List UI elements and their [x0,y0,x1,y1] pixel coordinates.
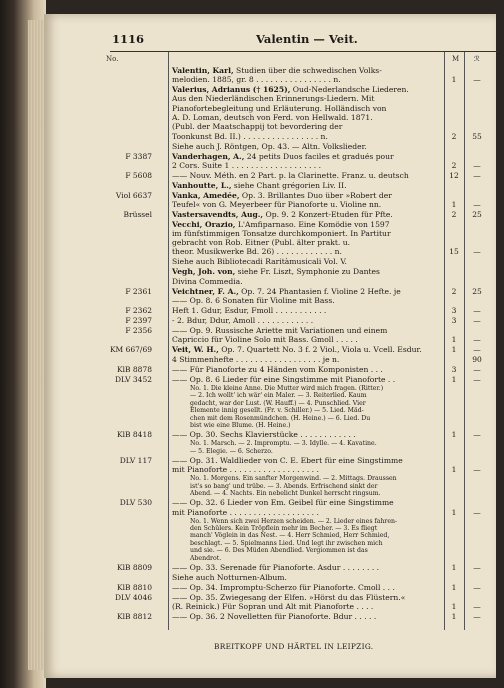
price-pfennig: — [473,465,481,475]
price-mark: 1 [451,582,457,592]
entry-line: Heft 1. Gdur, Esdur, Fmoll . . . . . . . . . . . [172,306,327,316]
price-pfennig: — [473,611,481,621]
shelf-signature: Brüssel [123,209,152,219]
price-mark: 12 [449,170,459,180]
shelf-signature: DLV 117 [119,456,152,465]
entry-text [172,142,434,151]
price-pfennig: — [473,375,481,384]
price-pfennig: — [473,199,481,209]
price-mark: 1 [451,507,457,517]
column-divider-left [168,52,169,630]
entry-line: —— Op. 8. 6 Sonaten für Violine mit Bass. [172,296,335,306]
entry-line: gedacht, war der Lust. (W. Hauff.) — 4. Punschlied. Vier [190,399,366,407]
shelf-signature: DLV 530 [119,498,152,508]
entry-line: Valentin, Karl, Studien über die schwedischen Volks- [172,66,382,75]
price-mark: 1 [451,75,457,85]
page-number: 1116 [112,32,145,46]
entry-line: Abend. — 4. Nachts. Ein nebelicht Dunkel herrscht ringsum. [190,490,381,497]
entry-line: Veit, W. H., Op. 7. Quartett No. 3 f. 2 Viol., Viola u. Vcell. Esdur. [172,345,422,355]
price-mark: 1 [451,611,457,621]
shelf-signature: KlB 8418 [117,430,152,440]
entry-line: A. D. Loman, deutsch von Ferd. von Hellwald. 1871. [172,113,373,123]
entry-line: No. 1. Wenn sich zwei Herzen scheiden. — 2. Lieder eines fahren- [190,517,398,525]
price-mark: 1 [451,375,457,384]
shelf-signature: F 2397 [125,316,152,326]
entry-text [172,287,434,296]
price-pfennig: — [473,345,481,355]
entry-text [172,181,434,190]
entry-line: —— Op. 8. 6 Lieder für eine Singstimme mit Pianoforte . . [172,375,396,384]
price-mark: 1 [451,465,457,475]
entry-line: Abendrot. [190,554,222,562]
entry-line: Elemente innig gesellt. (Fr. v. Schiller.) — 5. Lied. Mäd- [190,407,364,415]
entry-line: den Schülers. Kein Tröpflein mehr im Becher. — 3. Es fliegt [190,525,378,532]
column-divider-pfennig [464,52,465,630]
column-divider-mark [444,52,445,630]
price-pfennig: — [473,335,481,345]
price-mark: 3 [451,365,457,375]
catalog-page [44,14,496,678]
entry-text [172,573,434,582]
entry-line: manch' Vöglein in das Nest. — 4. Herr Schmied, Herr Schmied, [190,532,390,540]
shelf-signature: KlB 8878 [117,365,152,375]
column-head-mark: M [452,55,460,63]
entry-line: (Publ. der Maatschappij tot bevordering der [172,122,343,132]
price-mark: 15 [449,247,459,257]
price-mark: 3 [451,316,457,326]
entry-line: ist's so bang' und trübe. — 3. Abends. Erfrischend sinkt der [190,482,378,490]
price-pfennig: — [473,563,481,572]
entry-text [172,326,434,345]
entry-line: gebracht von Rob. Eitner (Publ. älter prakt. u. [172,238,351,248]
price-pfennig: 25 [472,209,482,219]
entry-line: Siehe auch Notturnen-Album. [172,572,287,582]
price-mark: 2 [451,209,457,219]
price-pfennig: — [473,170,481,180]
entry-text [172,355,434,364]
price-pfennig: — [473,306,481,316]
entry-text [172,563,434,572]
entry-line: theor. Musikwerke Bd. 26) . . . . . . . . . . . . n. [172,247,342,257]
shelf-signature: KlB 8809 [117,563,152,572]
price-mark: 1 [451,601,457,611]
entry-line: Pianofortebegleitung und Erläuterung. Holländisch von [172,103,387,113]
price-mark: 1 [451,430,457,440]
entry-line: im fünfstimmigen Tonsatze durchkomponiert. In Partitur [172,228,391,238]
entry-line: Veichtner, F. A., Op. 7. 24 Phantasien f. Violine 2 Hefte. je [172,286,401,296]
shelf-signature: DLV 3452 [115,375,152,384]
entry-line: mit Pianoforte . . . . . . . . . . . . . . . . . . . [172,465,319,475]
entry-line: No. 1. Marsch. — 2. Impromptu. — 3. Idylle. — 4. Kavatine. [190,440,377,448]
entry-line: Vecchi, Orazio, L'Amfiparnaso. Eine Komödie von 1597 [172,219,390,229]
entry-text [172,85,434,141]
price-mark: 1 [451,563,457,572]
entry-contents-note [190,518,436,562]
shelf-signature: KlB 8810 [117,582,152,592]
entry-text [172,316,434,325]
entry-line: Siehe auch Bibliotecadi Raritàmusicali Vol. V. [172,257,347,267]
entry-line: —— Op. 34. Impromptu-Scherzo für Pianoforte. Cmoll . . . [172,582,395,592]
entry-line: Aus den Niederländischen Erinnerungs-Liedern. Mit [172,94,375,104]
entry-line: Vanderhagen, A., 24 petits Duos faciles et gradués pour [172,151,394,161]
entry-line: chen mit dem Rosenmündchen. (H. Heine.) — 6. Lied. Du [190,414,371,422]
shelf-signature: F 2356 [125,326,152,336]
entry-line: —— Op. 35. Zwiegesang der Elfen. »Hörst du das Flüstern.« [172,592,406,602]
entry-contents-note [190,475,436,497]
entry-line: Teufel« von G. Meyerbeer für Pianoforte u. Violine nn. [172,199,382,209]
entry-text [172,375,434,384]
price-pfennig: 90 [472,355,482,365]
entry-line: melodien. 1885, gr. 8 . . . . . . . . . . . . . . . . n. [172,75,341,85]
entry-line: (R. Reinick.) Für Sopran und Alt mit Pianoforte . . . . [172,601,374,611]
entry-text [172,257,434,266]
entry-line: Vastersavendts, Aug., Op. 9. 2 Konzert-Etuden für Pfte. [172,209,393,219]
entry-text [172,430,434,439]
entry-text [172,498,434,517]
column-head-number: No. [106,55,119,63]
price-mark: 1 [451,345,457,355]
entry-line: Toonkunst Bd. II.) . . . . . . . . . . . . . . . . n. [172,131,328,141]
entry-text [172,593,434,612]
entry-text [172,220,434,257]
price-pfennig: — [473,247,481,257]
entry-text [172,191,434,210]
entry-line: Vanhoutte, L., siehe Chant grégorien Liv. II. [172,180,347,190]
entry-text [172,612,434,621]
price-pfennig: — [473,507,481,517]
entry-text [172,306,434,315]
entry-line: Divina Commedia. [172,276,243,286]
price-pfennig: — [473,316,481,326]
entry-line: Siehe auch J. Röntgen, Op. 43. — Altn. Volkslieder. [172,141,367,151]
price-mark: 1 [451,199,457,209]
shelf-signature: Viol 6637 [115,190,152,200]
entry-line: bist wie eine Blume. (H. Heine.) [190,421,291,429]
shelf-signature: F 2362 [125,306,152,316]
price-pfennig: 25 [472,286,482,296]
price-mark: 2 [451,160,457,170]
price-pfennig: — [473,75,481,85]
price-mark: 2 [451,131,457,141]
entry-contents-note [190,385,436,429]
entry-line: — 2. Ich wollt' ich wär' ein Maler. — 3. Reiterlied. Kaum [190,392,367,400]
entry-line: Valerius, Adrianus († 1625), Oud-Nederlandsche Liederen. [172,85,409,95]
entry-line: No. 1. Die kleine Anne. Die Mutter wird mich fragen. (Ritter.) [190,384,384,392]
entry-text [172,583,434,592]
entry-line: No. 1. Morgens. Ein sanfter Morgenwind. — 2. Mittags. Draussen [190,475,397,483]
price-mark: 3 [451,306,457,316]
price-mark: 1 [451,335,457,345]
entry-line: —— Op. 36. 2 Novelletten für Pianoforte. Bdur . . . . . [172,611,377,621]
entry-contents-note [190,440,436,455]
entry-text [172,171,434,180]
shelf-signature: KM 667/69 [109,345,152,355]
entry-text [172,456,434,475]
shelf-signature: F 3387 [125,151,152,161]
entry-text [172,210,434,219]
running-title: Valentin — Veit. [256,32,358,46]
entry-line: Vegh, Joh. von, siehe Fr. Liszt, Symphonie zu Dantes [172,267,380,277]
entry-line: —— Op. 33. Serenade für Pianoforte. Asdur . . . . . . . . [172,563,380,572]
entry-line: Capriccio für Violine Solo mit Bass. Gmoll . . . . . [172,335,358,345]
column-head-pfennig: ℛ [474,55,480,63]
entry-text [172,365,434,374]
shelf-signature: KlB 8812 [117,611,152,621]
entry-text [172,267,434,286]
entry-line: —— Op. 32. 6 Lieder von Em. Geibel für eine Singstimme [172,498,394,508]
shelf-signature: DLV 4046 [115,592,152,602]
price-pfennig: — [473,430,481,440]
publisher-footer: BREITKOPF UND HÄRTEL IN LEIPZIG. [214,642,374,651]
price-pfennig: — [473,160,481,170]
entry-line: beschlagt. — 5. Spielmanns Lied. Und legt ihr zwischen mich [190,539,383,547]
entry-line: - 2. Bdur, Ddur, Amoll . . . . . . . . . . . . [172,316,314,326]
entry-line: 4 Stimmenhefte . . . . . . . . . . . . . . . . . . je n. [172,355,340,365]
entry-line: 2 Cors. Suite 1 . . . . . . . . . . . . . . . . . . . [172,160,322,170]
shelf-signature: F 2361 [125,286,152,296]
entry-line: —— Op. 9. Russische Ariette mit Variationen und einem [172,326,388,336]
entry-line: — 5. Elegie. — 6. Scherzo. [190,447,273,455]
price-pfennig: — [473,582,481,592]
entry-line: —— Nouv. Méth. en 2 Part. p. la Clarinette. Franz. u. deutsch [172,170,409,180]
entry-line: mit Pianoforte . . . . . . . . . . . . . . . . . . . [172,507,319,517]
entry-text [172,66,434,85]
price-pfennig: — [473,601,481,611]
price-mark: 2 [451,286,457,296]
entry-line: —— Op. 30. Sechs Klavierstücke . . . . . . . . . . . . [172,430,356,440]
page-header [96,32,496,50]
entry-line: —— Op. 31. Waldlieder von C. E. Ebert für eine Singstimme [172,456,403,465]
entry-line: Vanka, Amedée, Op. 3. Brillantes Duo über »Robert der [172,190,392,200]
shelf-signature: F 5608 [125,170,152,180]
entry-line: und sie. — 6. Des Müden Abendlied. Vergiommen ist das [190,547,368,555]
entry-line: —— Für Pianoforte zu 4 Händen vom Komponisten . . . [172,365,383,375]
entry-text [172,152,434,171]
entry-text [172,296,434,305]
price-pfennig: — [473,365,481,375]
price-pfennig: 55 [472,131,482,141]
entry-text [172,345,434,354]
